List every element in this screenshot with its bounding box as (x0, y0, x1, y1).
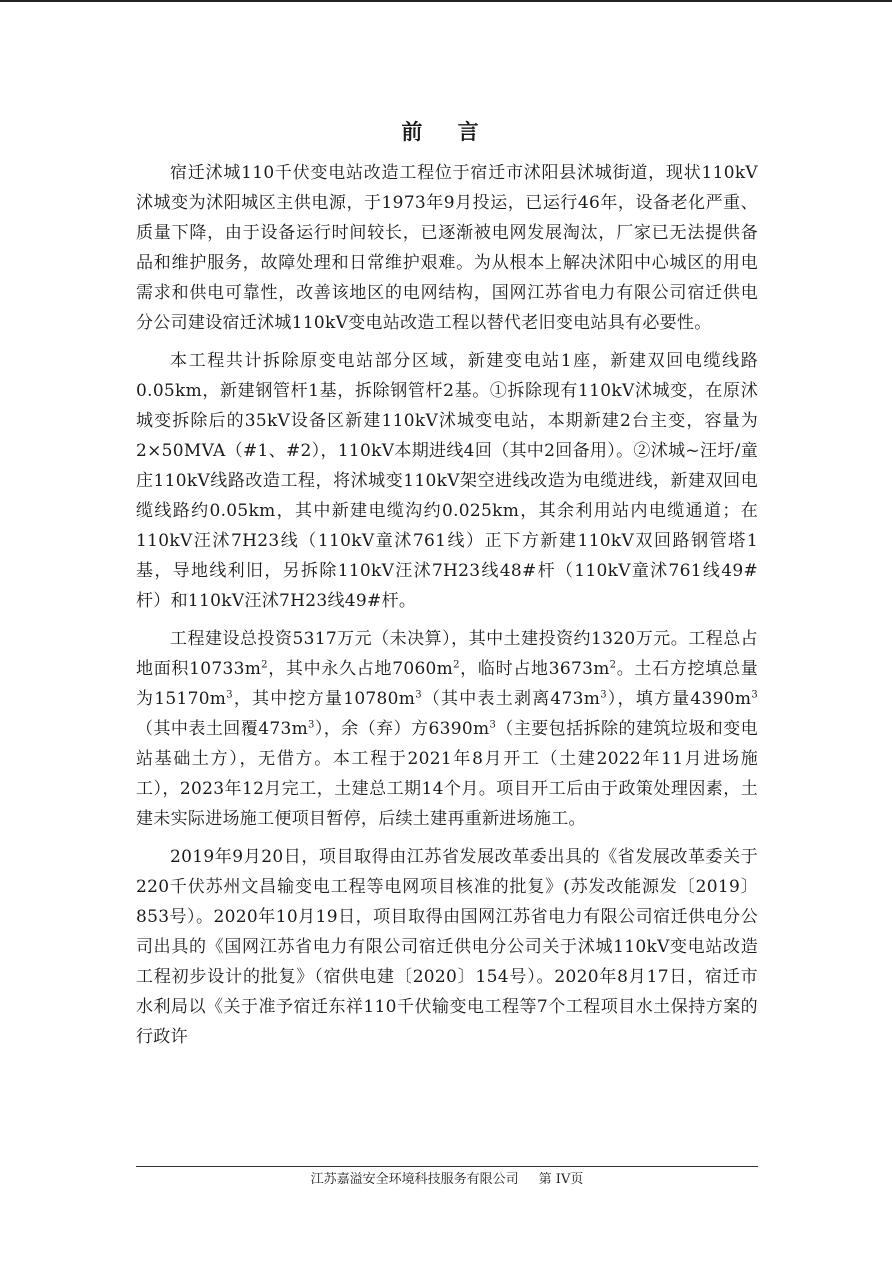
page-number: 第 IV页 (538, 1172, 584, 1187)
text-run: （其中表土回覆473m (136, 719, 308, 739)
page-footer (136, 1170, 758, 1190)
paragraph-2: 本工程共计拆除原变电站部分区域，新建变电站1座，新建双回电缆线路0.05km，新建钢管杆1基，拆除钢管杆2基。①拆除现有110kV沭城变，在原沭城变拆除后的35kV设备区新建110kV沭城变电站，本期新建2台主变，容量为2×50MVA（#1、#2），110kV本期进线4回（其中2回备用）。②沭城~汪圩/童庄110kV线路改造工程，将沭城变110kV架空进线改造为电缆进线，新建双回电缆线路约0.05km，其中新建电缆沟约0.025km，其余利用站内电缆通道；在110kV汪沭7H23线（110kV童沭761线）正下方新建110kV双回路钢管塔1基，导地线利旧，另拆除110kV汪沭7H23线48#杆（110kV童沭761线49#杆）和110kV汪沭7H23线49#杆。 (136, 351, 758, 611)
page-title: 前 言 (401, 120, 493, 144)
superscript: 2 (261, 659, 268, 671)
page-body (136, 112, 758, 1060)
text-run: ，其中挖方量10780m (232, 689, 416, 709)
text-run: 。土石方挖填总量为15170m (136, 659, 758, 709)
paragraph-4: 2019年9月20日，项目取得由江苏省发展改革委出具的《省发展改革委关于220千伏苏州文昌输变电工程等电网项目核准的批复》(苏发改能源发〔2019〕853号）。2020年10月19日，项目取得由国网江苏省电力有限公司宿迁供电分公司出具的《国网江苏省电力有限公司宿迁供电分公司关于沭城110kV变电站改造工程初步设计的批复》（宿供电建〔2020〕154号）。2020年8月17日，宿迁市水利局以《关于准予宿迁东祥110千伏输变电工程等7个工程项目水土保持方案的行政许 (136, 847, 758, 1047)
text-run: ，其中永久占地7060m (267, 659, 454, 679)
text-run: ），余（弃）方6390m (314, 719, 490, 739)
text-run: （主要包括拆除的建筑垃圾和变电站基础土方），无借方。本工程于2021年8月开工（土建2022年11月进场施工），2023年12月完工，土建总工期14个月。项目开工后由于政策处理因素，土建未实际进场施工便项目暂停，后续土建再重新进场施工。 (136, 719, 759, 829)
top-border (0, 0, 892, 2)
text-run: 工程建设总投资5317万元（未决算），其中土建投资约1320万元。工程总占地面积10733m (136, 629, 758, 679)
text-run: ，临时占地3673m (459, 659, 610, 679)
superscript: 3 (226, 689, 233, 701)
superscript: 3 (751, 689, 758, 701)
superscript: 3 (308, 719, 315, 731)
superscript: 2 (453, 659, 460, 671)
paragraph-1: 宿迁沭城110千伏变电站改造工程位于宿迁市沭阳县沭城街道，现状110kV沭城变为沭阳城区主供电源，于1973年9月投运，已运行46年，设备老化严重、质量下降，由于设备运行时间较长，已逐渐被电网发展淘汰，厂家已无法提供备品和维护服务，故障处理和日常维护艰难。为从根本上解决沭阳中心城区的用电需求和供电可靠性，改善该地区的电网结构，国网江苏省电力有限公司宿迁供电分公司建设宿迁沭城110kV变电站改造工程以替代老旧变电站具有必要性。 (136, 163, 758, 333)
superscript: 2 (609, 659, 617, 671)
superscript: 3 (600, 689, 607, 701)
text-run: ），填方量4390m (606, 689, 752, 709)
superscript: 3 (489, 719, 497, 731)
paragraph-3 (136, 624, 758, 834)
footer-company: 江苏嘉溢安全环境科技服务有限公司 (310, 1172, 519, 1187)
footer-divider (136, 1166, 758, 1167)
text-run: （其中表土剥离473m (421, 689, 601, 709)
superscript: 3 (415, 689, 422, 701)
